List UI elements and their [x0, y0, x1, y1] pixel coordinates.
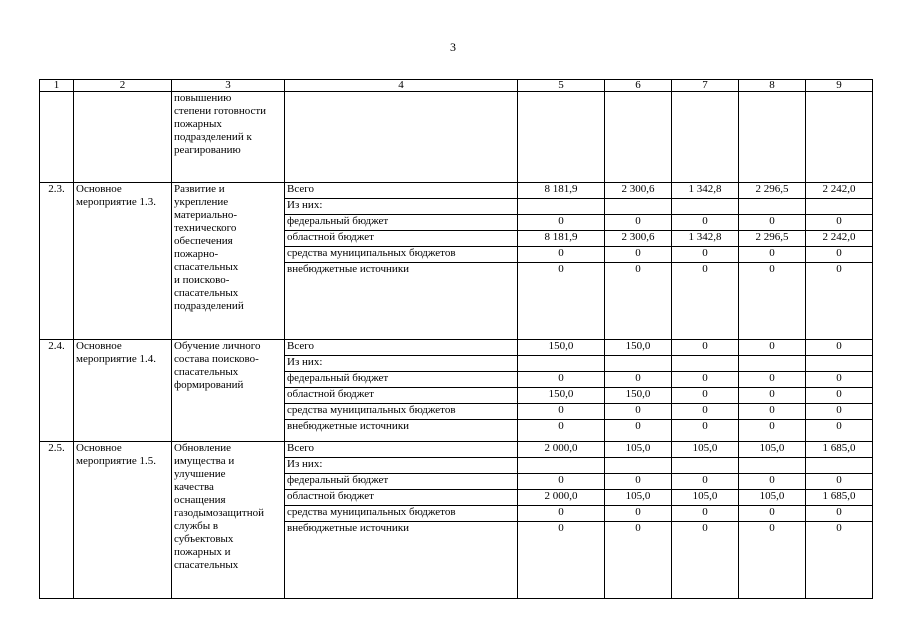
measure-description-line: Развитие и [174, 183, 225, 195]
funding-source-label: федеральный бюджет [285, 372, 518, 388]
funding-source-label: внебюджетные источники [285, 522, 518, 599]
measure-description-line: и поисково- [174, 274, 230, 286]
column-header-2: 2 [74, 80, 172, 92]
table-body [40, 80, 873, 599]
funding-value-col-7: 0 [672, 247, 739, 263]
funding-value-col-8: 0 [739, 388, 806, 404]
funding-value-col-8: 0 [739, 372, 806, 388]
measure-description-line: обеспечения [174, 235, 233, 247]
continuation-description [172, 92, 285, 183]
funding-value-col-5: 0 [518, 263, 605, 340]
measure-description-line: спасательных [174, 559, 239, 571]
funding-value-col-8: 2 296,5 [739, 231, 806, 247]
funding-source-label: Всего [285, 340, 518, 356]
funding-value-col-9: 0 [806, 474, 873, 490]
funding-value-col-8: 105,0 [739, 442, 806, 458]
funding-value-col-7: 105,0 [672, 442, 739, 458]
column-header-8: 8 [739, 80, 806, 92]
measure-title-line: Основное [76, 183, 122, 195]
funding-source-label: Из них: [285, 458, 518, 474]
column-header-6: 6 [605, 80, 672, 92]
funding-value-col-6: 2 300,6 [605, 183, 672, 199]
funding-value-col-9: 0 [806, 506, 873, 522]
funding-value-col-5 [518, 356, 605, 372]
funding-value-col-9: 1 685,0 [806, 442, 873, 458]
continuation-line: степени готовности [174, 105, 267, 117]
measure-description-line: укрепление [174, 196, 229, 208]
funding-value-col-5 [518, 458, 605, 474]
continuation-row [40, 92, 873, 183]
funding-source-label: средства муниципальных бюджетов [285, 247, 518, 263]
measure-description-line: пожарно- [174, 248, 219, 260]
funding-value-col-5 [518, 199, 605, 215]
measure-title-line: Основное [76, 340, 122, 352]
funding-source-label: средства муниципальных бюджетов [285, 404, 518, 420]
funding-source-label: внебюджетные источники [285, 420, 518, 442]
funding-value-col-8: 0 [739, 247, 806, 263]
item-number: 2.5. [40, 442, 74, 599]
table-row [40, 340, 873, 356]
continuation-cell-2 [74, 92, 172, 183]
funding-source-label: Всего [285, 183, 518, 199]
funding-value-col-8 [739, 458, 806, 474]
funding-value-col-9: 0 [806, 372, 873, 388]
funding-value-col-8: 2 296,5 [739, 183, 806, 199]
funding-value-col-7: 0 [672, 388, 739, 404]
funding-value-col-9: 0 [806, 215, 873, 231]
funding-value-col-7: 0 [672, 506, 739, 522]
funding-source-label: областной бюджет [285, 490, 518, 506]
continuation-line: повышению [174, 92, 232, 104]
funding-value-col-7: 1 342,8 [672, 231, 739, 247]
measure-title-line: мероприятие 1.3. [76, 196, 157, 208]
funding-value-col-6: 0 [605, 247, 672, 263]
funding-value-col-7: 0 [672, 215, 739, 231]
funding-value-col-5: 0 [518, 474, 605, 490]
item-number: 2.4. [40, 340, 74, 442]
funding-source-label: Из них: [285, 199, 518, 215]
measure-description-line: материально- [174, 209, 238, 221]
funding-value-col-6: 0 [605, 420, 672, 442]
funding-value-col-7 [672, 458, 739, 474]
funding-value-col-8: 0 [739, 506, 806, 522]
funding-value-col-5: 2 000,0 [518, 442, 605, 458]
continuation-cell-6 [605, 92, 672, 183]
funding-source-label: Всего [285, 442, 518, 458]
funding-source-label: федеральный бюджет [285, 474, 518, 490]
funding-value-col-6 [605, 458, 672, 474]
funding-value-col-8: 0 [739, 522, 806, 599]
measure-description-line: подразделений [174, 300, 244, 312]
measure-description-line: пожарных и [174, 546, 231, 558]
funding-source-label: Из них: [285, 356, 518, 372]
measure-title-line: мероприятие 1.5. [76, 455, 157, 467]
measure-title [74, 442, 172, 599]
funding-value-col-6: 105,0 [605, 490, 672, 506]
funding-value-col-5: 0 [518, 404, 605, 420]
funding-value-col-7 [672, 356, 739, 372]
continuation-cell-8 [739, 92, 806, 183]
column-header-5: 5 [518, 80, 605, 92]
funding-value-col-6: 0 [605, 372, 672, 388]
funding-value-col-7: 0 [672, 372, 739, 388]
funding-value-col-8 [739, 199, 806, 215]
funding-source-label: средства муниципальных бюджетов [285, 506, 518, 522]
continuation-line: реагированию [174, 144, 241, 156]
funding-value-col-9: 0 [806, 420, 873, 442]
measure-description-line: оснащения [174, 494, 226, 506]
funding-value-col-6: 0 [605, 404, 672, 420]
header-row [40, 80, 873, 92]
continuation-cell-9 [806, 92, 873, 183]
funding-value-col-9: 2 242,0 [806, 231, 873, 247]
table-row [40, 183, 873, 199]
funding-value-col-9: 0 [806, 522, 873, 599]
measure-description-line: Обновление [174, 442, 232, 454]
funding-value-col-5: 0 [518, 522, 605, 599]
measure-title-line: Основное [76, 442, 122, 454]
measure-title-line: мероприятие 1.4. [76, 353, 157, 365]
measure-description-line: имущества и [174, 455, 235, 467]
column-header-7: 7 [672, 80, 739, 92]
funding-source-label: областной бюджет [285, 388, 518, 404]
measure-description-line: качества [174, 481, 214, 493]
continuation-cell-1 [40, 92, 74, 183]
measure-description-line: состава поисково- [174, 353, 259, 365]
funding-value-col-9: 0 [806, 388, 873, 404]
continuation-line: пожарных [174, 118, 222, 130]
funding-value-col-8: 0 [739, 340, 806, 356]
measure-description [172, 442, 285, 599]
funding-value-col-9 [806, 199, 873, 215]
funding-value-col-6: 0 [605, 263, 672, 340]
funding-value-col-5: 0 [518, 215, 605, 231]
funding-value-col-5: 0 [518, 420, 605, 442]
measure-description-line: службы в [174, 520, 219, 532]
funding-value-col-9: 1 685,0 [806, 490, 873, 506]
funding-value-col-7 [672, 199, 739, 215]
funding-value-col-7: 0 [672, 340, 739, 356]
funding-value-col-5: 2 000,0 [518, 490, 605, 506]
funding-value-col-6: 150,0 [605, 340, 672, 356]
funding-value-col-6: 0 [605, 215, 672, 231]
funding-value-col-9: 0 [806, 404, 873, 420]
measure-title [74, 183, 172, 340]
funding-value-col-8 [739, 356, 806, 372]
funding-value-col-6 [605, 199, 672, 215]
funding-source-label: областной бюджет [285, 231, 518, 247]
measure-description-line: спасательных [174, 366, 239, 378]
funding-value-col-6: 105,0 [605, 442, 672, 458]
funding-value-col-8: 0 [739, 474, 806, 490]
funding-value-col-7: 0 [672, 420, 739, 442]
funding-value-col-6: 2 300,6 [605, 231, 672, 247]
funding-value-col-5: 0 [518, 506, 605, 522]
funding-value-col-5: 0 [518, 372, 605, 388]
funding-value-col-9: 0 [806, 247, 873, 263]
table-row [40, 442, 873, 458]
funding-source-label: внебюджетные источники [285, 263, 518, 340]
item-number: 2.3. [40, 183, 74, 340]
funding-value-col-5: 8 181,9 [518, 183, 605, 199]
funding-value-col-7: 0 [672, 263, 739, 340]
funding-value-col-6: 150,0 [605, 388, 672, 404]
funding-value-col-5: 150,0 [518, 388, 605, 404]
measure-description [172, 183, 285, 340]
column-header-1: 1 [40, 80, 74, 92]
funding-value-col-6: 0 [605, 506, 672, 522]
measure-description-line: улучшение [174, 468, 226, 480]
measure-description-line: спасательных [174, 287, 239, 299]
measure-title [74, 340, 172, 442]
continuation-cell-4 [285, 92, 518, 183]
column-header-3: 3 [172, 80, 285, 92]
funding-value-col-5: 150,0 [518, 340, 605, 356]
measure-description-line: газодымозащитной [174, 507, 264, 519]
funding-value-col-7: 0 [672, 474, 739, 490]
funding-value-col-7: 0 [672, 522, 739, 599]
funding-value-col-7: 1 342,8 [672, 183, 739, 199]
funding-value-col-9 [806, 458, 873, 474]
funding-value-col-5: 0 [518, 247, 605, 263]
funding-value-col-5: 8 181,9 [518, 231, 605, 247]
funding-value-col-9 [806, 356, 873, 372]
funding-value-col-9: 0 [806, 263, 873, 340]
budget-table [39, 79, 873, 599]
column-header-4: 4 [285, 80, 518, 92]
continuation-cell-7 [672, 92, 739, 183]
funding-value-col-6: 0 [605, 474, 672, 490]
funding-value-col-9: 2 242,0 [806, 183, 873, 199]
continuation-line: подразделений к [174, 131, 252, 143]
funding-value-col-8: 0 [739, 263, 806, 340]
measure-description [172, 340, 285, 442]
funding-value-col-8: 0 [739, 420, 806, 442]
funding-source-label: федеральный бюджет [285, 215, 518, 231]
funding-value-col-7: 105,0 [672, 490, 739, 506]
measure-description-line: технического [174, 222, 237, 234]
funding-value-col-7: 0 [672, 404, 739, 420]
continuation-cell-5 [518, 92, 605, 183]
funding-value-col-6: 0 [605, 522, 672, 599]
funding-value-col-8: 0 [739, 404, 806, 420]
funding-value-col-8: 0 [739, 215, 806, 231]
page-number: 3 [450, 40, 456, 54]
measure-description-line: спасательных [174, 261, 239, 273]
measure-description-line: формирований [174, 379, 244, 391]
column-header-9: 9 [806, 80, 873, 92]
funding-value-col-6 [605, 356, 672, 372]
measure-description-line: Обучение личного [174, 340, 261, 352]
measure-description-line: субъектовых [174, 533, 234, 545]
funding-value-col-9: 0 [806, 340, 873, 356]
funding-value-col-8: 105,0 [739, 490, 806, 506]
